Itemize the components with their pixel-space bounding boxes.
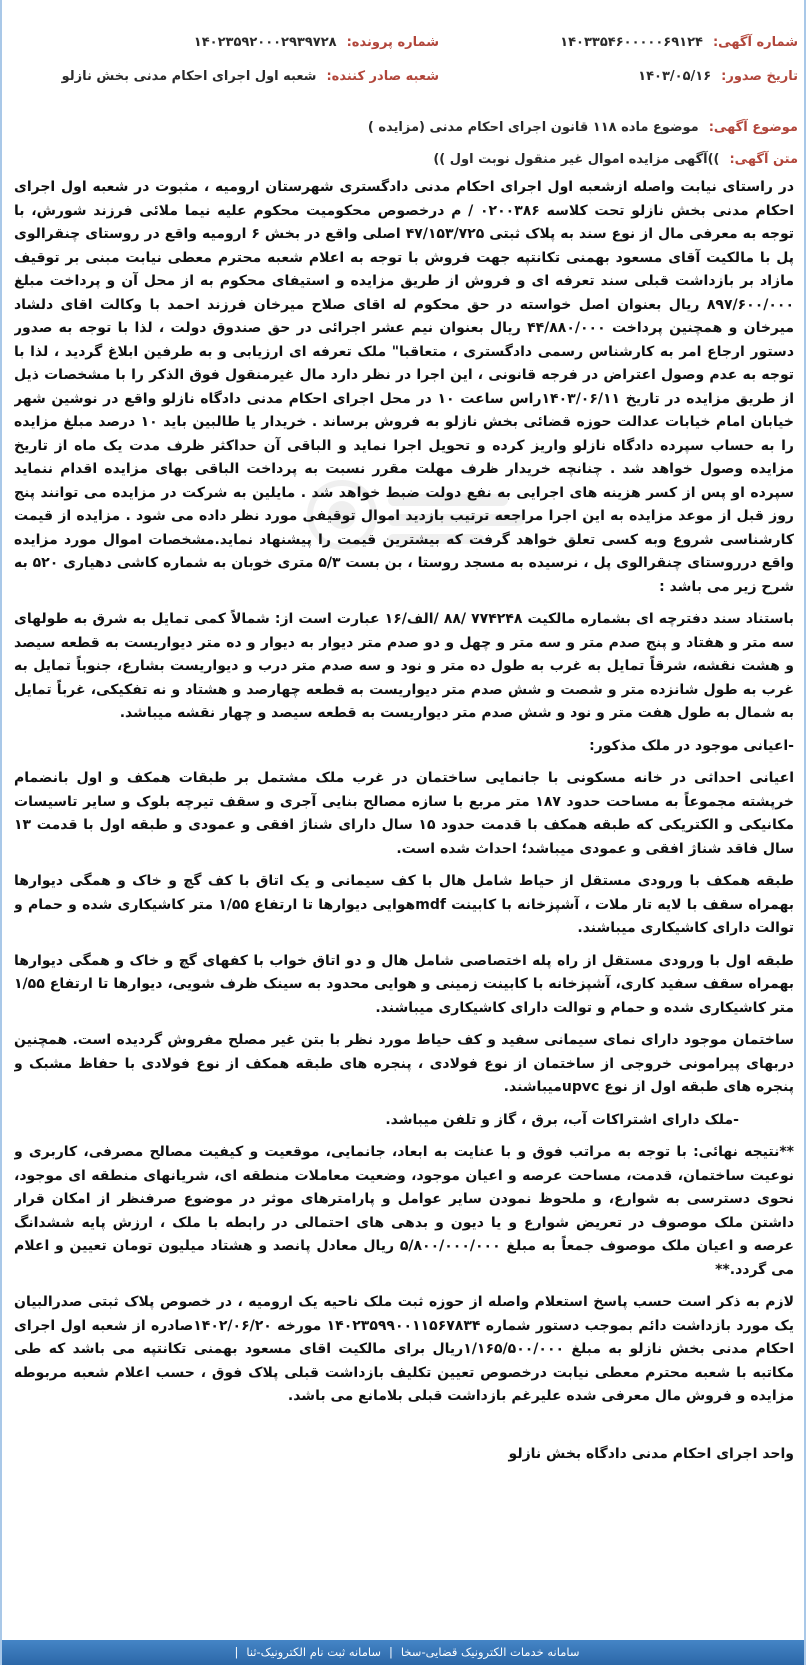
notice-body bbox=[14, 176, 794, 1621]
header-row-text bbox=[2, 149, 804, 171]
facade-paragraph: ساختمان موجود دارای نمای سیمانی سفید و کف حیاط مورد نظر با بتن غیر مصلح مفروش گردیده است. همچنین دربهای پیرامونی خروجی از ساختمان از نوع فولادی ، پنجره های طبقه همکف از نوع فولادی با حفاظ مشبک و پنجره های طبقه اول از نوع upvcمیباشند. bbox=[14, 1032, 794, 1095]
notice-text-label: متن آگهی: bbox=[729, 152, 798, 167]
boundaries-paragraph: باستناد سند دفترچه ای بشماره مالکیت ۷۷۴۲۴۸ /۸۸ /الف/۱۶ عبارت است از: شمالاً کمی تمایل به شرق به طولهای سه متر و هفتاد و پنج صدم متر و سه متر و چهل و دو صدم متر دیوار به دیوار و ده متر دیواریست به قطعه سیصد و هشت نقشه، شرقاً تمایل به غرب به طول ده متر و نود و سه صدم متر درب و دیواریست بشارع، جنوباً تمایل به غرب به طول شانزده متر و شصت و شش صدم متر دیواریست به قطعه چهارصد و هشتاد و نه تفکیکی، غرباً تمایل به شمال به طول هفت متر و نود و شش صدم متر دیواریست به قطعه سیصد و چهار نقشه میباشد. bbox=[14, 611, 794, 721]
signature: واحد اجرای احکام مدنی دادگاه بخش نازلو bbox=[508, 1445, 794, 1462]
footer-link-sana[interactable]: سامانه ثبت نام الکترونیک-ثنا bbox=[246, 1645, 381, 1659]
footer-link-sakha[interactable]: سامانه خدمات الکترونیک قضایی-سخا bbox=[400, 1645, 580, 1659]
file-number-field bbox=[194, 32, 439, 54]
file-number-label: شماره پرونده: bbox=[346, 35, 439, 50]
header-row-numbers bbox=[2, 32, 804, 54]
issue-date-label: تاریخ صدور: bbox=[721, 69, 798, 84]
footer-separator: | bbox=[234, 1645, 239, 1659]
intro-paragraph: در راستای نیابت واصله ازشعبه اول اجرای احکام مدنی دادگستری شهرستان ارومیه ، مثبوت در شعبه اول اجرای احکام مدنی بخش نازلو تحت کلاسه ۰۲۰۰۳۸۶ / م درخصوص محکومیت محکوم علیه نیما ملائی فرزند شورش، با توجه به معرفی مال از نوع سند به پلاک ثبتی ۴۷/۱۵۳/۷۲۵ اصلی واقع در بخش ۶ ارومیه واقع در روستای چنقرالوی پل با مالکیت آقای مسعود بهمنی تکانتپه جهت فروش با توجه به اعلام شعبه محترم معطی نیابت مبنی بر توقیف مازاد بر بازداشت قبلی سند تعرفه ای و فروش از طریق مزایده و استیفای محکوم به از محل آن و پرداخت مبلغ ۸۹۷/۶۰۰/۰۰۰ ریال بعنوان اصل خواسته در حق محکوم له اقای صلاح میرخان فرزند احمد با وکالت اقای دلشاد میرخان و همچنین پرداخت ۴۴/۸۸۰/۰۰۰ ریال بعنوان نیم عشر اجرائی در حق صندوق دولت ، لذا با توجه به صدور دستور ارجاع امر به کارشناس رسمی دادگستری ، متعاقبا" ملک تعرفه ای ارزیابی و به طرفین ابلاغ گردید ، لذا با توجه به عدم وصول اعتراض در فرجه قانونی ، این اجرا در نظر دارد مال غیرمنقول فوق الذکر را با مشخصات ذیل از طریق مزایده در تاریخ ۱۴۰۳/۰۶/۱۱راس ساعت ۱۰ در محل اجرای احکام مدنی دادگاه نازلو واقع در نوشین شهر خیابان امام خیابات عدالت حوزه قضائی بخش نازلو به فروش برساند . خریدار یا طالبین باید ۱۰ درصد مبلغ مزایده را به حساب سپرده دادگاه نازلو واریز کرده و تحویل اجرا نماید و الباقی آن حداکثر ظرف مدت یک ماه از تاریخ مزایده وصول خواهد شد . چنانچه خریدار ظرف مهلت مقرر نسبت به پرداخت الباقی بهای مزایده اقدام ننماید سپرده او پس از کسر هزینه های اجرایی به نفع دولت ضبط خواهد شد . مایلین به شرکت در مزایده می توانند پنج روز قبل از موعد مزایده به این اجرا مراجعه ترتیب بازدید اموال توقیفی مورد نظر داده می شود . مزایده از قیمت کارشناسی شروع وبه کسی تعلق خواهد گرفت که بیشترین قیمت را پیشنهاد نماید.مشخصات اموال مورد مزایده واقع درروستای چنقرالوی پل ، نرسیده به مسجد روستا ، بن بست ۵/۳ متری خوبان به شماره کاشی دهیاری ۵۲۰ به شرح زیر می باشد : bbox=[14, 179, 794, 595]
subject-field bbox=[368, 117, 798, 139]
notice-number-field bbox=[560, 32, 798, 54]
buildings-heading: -اعیانی موجود در ملک مذکور: bbox=[589, 737, 794, 754]
valuation-paragraph: **نتیجه نهائی: با توجه به مراتب فوق و با عنایت به ابعاد، جانمایی، موقعیت و کیفیت مصالح مصرفی، کاربری و نوعیت ساختمان، قدمت، مساحت عرصه و اعیان موجود، وضعیت معاملات منطقه ای، شریانهای منطقه ای موجود، نحوی دسترسی به شوارع، و ملحوظ نمودن سایر عوامل و پارامترهای موثر در موضوع صرفنظر از امکان قرار داشتن ملک موصوف در تعریض شوارع و یا دیون و بدهی های احتمالی در رابطه با ملک ، ارزش پایه ششدانگ عرصه و اعیان ملک موصوف جمعاً به مبلغ ۵/۸۰۰/۰۰۰/۰۰۰ ریال معادل پانصد و هشتاد میلیون تومان تعیین و اعلام می گردد.** bbox=[14, 1144, 794, 1278]
issuing-branch-label: شعبه صادر کننده: bbox=[326, 69, 439, 84]
subject-label: موضوع آگهی: bbox=[708, 120, 798, 135]
notice-text-title: ))آگهی مزایده اموال غیر منقول نوبت اول )) bbox=[433, 152, 720, 167]
issue-date-value: ۱۴۰۳/۰۵/۱۶ bbox=[638, 69, 712, 84]
seizure-paragraph: لازم به ذکر است حسب پاسخ استعلام واصله از حوزه ثبت ملک ناحیه یک ارومیه ، در خصوص پلاک ثبتی صدرالبیان یک مورد بازداشت دائم بموجب دستور شماره ۱۴۰۲۳۵۹۹۰۰۱۱۵۶۷۸۳۴ مورخه ۱۴۰۲/۰۶/۲۰صادره از شعبه اول اجرای احکام مدنی بخش نازلو به مبلغ ۱/۱۶۵/۵۰۰/۰۰۰ریال برای مالکیت اقای مسعود بهمنی تکانتپه می باشد که طی مکاتبه با شعبه محترم معطی نیابت درخصوص تعیین تکلیف بازداشت قبلی پلاک فوق ، حسب اعلام شعبه مربوطه مزایده و فروش مال معرفی شده علیرغم بازداشت قبلی بلامانع می باشد. bbox=[14, 1294, 794, 1404]
buildings-paragraph: اعیانی احداثی در خانه مسکونی با جانمایی ساختمان در غرب ملک مشتمل بر طبقات همکف و اول بانضمام خرپشته مجموعاً به مساحت حدود ۱۸۷ متر مربع با سازه مصالح بنایی آجری و سقف تیرچه بلوک و سایر تاسیسات مکانیکی و الکتریکی که طبقه همکف با قدمت حدود ۱۵ سال دارای شناژ افقی و عمودی و طبقه اول با قدمت ۱۳ سال فاقد شناژ افقی و عمودی میباشد؛ احداث شده است. bbox=[14, 770, 794, 857]
notice-number-value: ۱۴۰۳۳۵۴۶۰۰۰۰۰۶۹۱۲۴ bbox=[560, 35, 703, 50]
issue-date-field bbox=[638, 66, 798, 88]
footer-bar bbox=[2, 1640, 804, 1665]
subject-value: موضوع ماده ۱۱۸ قانون اجرای احکام مدنی (مزایده ) bbox=[367, 120, 699, 135]
ground-floor-paragraph: طبقه همکف با ورودی مستقل از حیاط شامل هال با کف سیمانی و یک اتاق با کف گچ و خاک و همگی دیوارها بهمراه سقف با لایه تار ملات ، آشپزخانه با کابینت mdfهوایی دیوارها تا ارتفاع ۱/۵۵ متر کاشیکاری شده و حمام و توالت دارای کاشیکاری میباشند. bbox=[14, 873, 794, 936]
footer-separator: | bbox=[389, 1645, 393, 1659]
first-floor-paragraph: طبقه اول با ورودی مستقل از راه پله اختصاصی شامل هال و دو اتاق خواب با کفهای گچ و خاک و همگی دیوارها بهمراه سقف سفید کاری، آشپزخانه با کابینت زمینی و هوایی محدود به سینک ظرف شویی، دیوارها تا ارتفاع ۱/۵۵ متر کاشیکاری شده و حمام و توالت دارای کاشیکاری میباشند. bbox=[14, 952, 794, 1016]
file-number-value: ۱۴۰۲۳۵۹۲۰۰۰۲۹۳۹۷۲۸ bbox=[193, 35, 337, 50]
header-row-issue bbox=[2, 66, 804, 88]
issuing-branch-field bbox=[62, 66, 439, 88]
header-row-subject bbox=[2, 117, 804, 139]
notice-number-label: شماره آگهی: bbox=[712, 35, 798, 50]
notice-text-field bbox=[433, 149, 798, 171]
issuing-branch-value: شعبه اول اجرای احکام مدنی بخش نازلو bbox=[61, 69, 317, 84]
utilities-paragraph: -ملک دارای اشتراکات آب، برق ، گاز و تلفن میباشد. bbox=[385, 1111, 739, 1128]
